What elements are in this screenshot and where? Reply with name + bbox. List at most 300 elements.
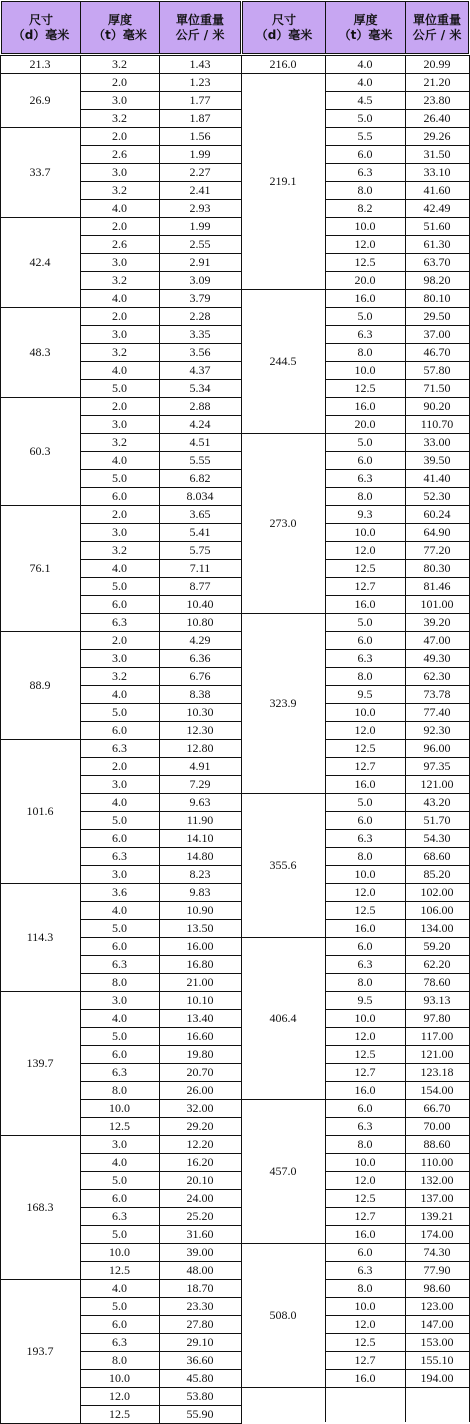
weight-cell: 5.41 [189, 524, 211, 539]
thickness-cell: 10.0 [354, 704, 376, 719]
thickness-cell: 12.0 [354, 1172, 376, 1187]
thickness-cell: 6.3 [357, 326, 373, 341]
weight-cell: 1.43 [189, 56, 211, 71]
thickness-cell: 6.0 [357, 1244, 373, 1259]
weight-cell: 8.034 [186, 488, 214, 503]
thickness-cell: 20.0 [354, 416, 376, 431]
thickness-cell: 12.0 [354, 1028, 376, 1043]
thickness-cell: 8.0 [357, 182, 373, 197]
thickness-cell: 5.0 [112, 1298, 127, 1313]
thickness-cell: 12.0 [354, 542, 376, 557]
thickness-cell: 2.0 [112, 218, 127, 233]
weight-cell: 137.00 [420, 1190, 454, 1205]
thickness-cell: 3.0 [112, 92, 127, 107]
weight-cell: 20.10 [186, 1172, 214, 1187]
thickness-cell: 5.0 [112, 578, 127, 593]
weight-cell: 97.35 [423, 758, 451, 773]
size-cell: 355.6 [269, 857, 297, 872]
thickness-cell: 12.7 [354, 1064, 376, 1079]
thickness-cell: 16.0 [354, 920, 376, 935]
weight-cell: 7.11 [189, 560, 211, 575]
thickness-cell: 8.0 [357, 848, 373, 863]
header-size-title: 尺寸 [28, 12, 53, 27]
thickness-cell: 8.0 [112, 1352, 127, 1367]
thickness-cell: 16.0 [354, 398, 376, 413]
thickness-cell: 4.0 [112, 1154, 127, 1169]
thickness-cell: 6.3 [112, 848, 127, 863]
thickness-cell: 5.0 [112, 704, 127, 719]
thickness-cell: 16.0 [354, 1370, 376, 1385]
header-thickness-unit: （t）毫米 [93, 27, 147, 42]
weight-cell: 59.20 [423, 938, 451, 953]
thickness-cell: 5.0 [112, 920, 127, 935]
weight-cell: 68.60 [423, 848, 451, 863]
weight-cell: 97.80 [423, 1010, 451, 1025]
thickness-cell: 6.0 [357, 632, 373, 647]
weight-cell: 4.37 [189, 362, 211, 377]
thickness-cell: 2.6 [112, 146, 127, 161]
thickness-cell: 3.0 [112, 524, 127, 539]
thickness-cell: 12.0 [354, 1316, 376, 1331]
header-size-unit: （d）毫米 [12, 27, 70, 42]
thickness-cell: 10.0 [354, 362, 376, 377]
weight-cell: 26.00 [186, 1082, 214, 1097]
thickness-cell: 5.0 [112, 380, 127, 395]
thickness-cell: 8.0 [112, 974, 127, 989]
weight-cell: 39.20 [423, 614, 451, 629]
weight-cell: 74.30 [423, 1244, 451, 1259]
weight-cell: 1.56 [189, 128, 211, 143]
weight-cell: 98.60 [423, 1280, 451, 1295]
thickness-cell: 3.2 [112, 344, 127, 359]
weight-cell: 2.93 [189, 200, 211, 215]
thickness-cell: 12.5 [354, 1046, 376, 1061]
thickness-cell: 6.3 [112, 740, 127, 755]
thickness-cell: 4.0 [112, 452, 127, 467]
thickness-cell: 2.0 [112, 128, 127, 143]
size-cell: 101.6 [26, 803, 54, 818]
thickness-cell: 3.0 [112, 776, 127, 791]
thickness-cell: 6.0 [112, 830, 127, 845]
thickness-cell: 16.0 [354, 1082, 376, 1097]
thickness-cell: 6.0 [112, 1046, 127, 1061]
thickness-cell: 6.3 [357, 830, 373, 845]
thickness-cell: 3.0 [112, 650, 127, 665]
weight-cell: 117.00 [420, 1028, 454, 1043]
weight-cell: 174.00 [420, 1226, 454, 1241]
thickness-cell: 4.0 [112, 902, 127, 917]
thickness-cell: 4.0 [112, 200, 127, 215]
weight-cell: 12.80 [186, 740, 214, 755]
thickness-cell: 3.0 [112, 992, 127, 1007]
thickness-cell: 4.0 [357, 74, 373, 89]
weight-cell: 53.80 [186, 1388, 214, 1403]
weight-cell: 4.91 [189, 758, 211, 773]
weight-cell: 20.70 [186, 1064, 214, 1079]
weight-cell: 64.90 [423, 524, 451, 539]
weight-cell: 80.10 [423, 290, 451, 305]
weight-cell: 2.91 [189, 254, 211, 269]
size-cell: 219.1 [269, 173, 297, 188]
thickness-cell: 10.0 [354, 1298, 376, 1313]
weight-cell: 5.75 [189, 542, 211, 557]
weight-cell: 155.10 [420, 1352, 454, 1367]
thickness-cell: 10.0 [354, 524, 376, 539]
thickness-cell: 10.0 [109, 1370, 130, 1385]
weight-cell: 8.23 [189, 866, 211, 881]
weight-cell: 43.20 [423, 794, 451, 809]
size-cell: 323.9 [269, 695, 297, 710]
weight-cell: 102.00 [420, 884, 454, 899]
weight-cell: 41.40 [423, 470, 451, 485]
weight-cell: 1.99 [189, 218, 211, 233]
weight-cell: 23.80 [423, 92, 451, 107]
thickness-cell: 12.0 [354, 884, 376, 899]
thickness-cell: 6.3 [112, 1208, 127, 1223]
header-thickness-unit: （t）毫米 [338, 27, 393, 42]
size-cell: 60.3 [29, 443, 51, 458]
thickness-cell: 12.5 [354, 1334, 376, 1349]
thickness-cell: 5.0 [357, 614, 373, 629]
size-cell: 114.3 [26, 929, 54, 944]
thickness-cell: 9.5 [357, 992, 373, 1007]
weight-cell: 20.99 [423, 56, 451, 71]
thickness-cell: 16.0 [354, 776, 376, 791]
thickness-cell: 4.0 [112, 362, 127, 377]
thickness-cell: 9.5 [357, 686, 373, 701]
header-thickness-left [80, 1, 160, 54]
weight-cell: 101.00 [420, 596, 454, 611]
weight-cell: 6.82 [189, 470, 211, 485]
thickness-cell: 5.0 [112, 1226, 127, 1241]
size-cell: 76.1 [29, 560, 51, 575]
thickness-cell: 6.0 [112, 1316, 127, 1331]
thickness-cell: 5.5 [357, 128, 373, 143]
weight-cell: 139.21 [420, 1208, 454, 1223]
weight-cell: 123.00 [420, 1298, 454, 1313]
thickness-cell: 12.5 [354, 254, 376, 269]
weight-cell: 8.38 [189, 686, 211, 701]
weight-cell: 62.30 [423, 668, 451, 683]
thickness-cell: 3.2 [112, 434, 127, 449]
thickness-cell: 5.0 [112, 1172, 127, 1187]
thickness-cell: 5.0 [357, 434, 373, 449]
size-cell: 48.3 [29, 344, 51, 359]
column-divider [241, 55, 242, 1422]
thickness-cell: 3.0 [112, 326, 127, 341]
size-cell: 42.4 [29, 254, 51, 269]
weight-cell: 154.00 [420, 1082, 454, 1097]
thickness-cell: 6.3 [357, 470, 373, 485]
thickness-cell: 3.2 [112, 272, 127, 287]
weight-cell: 85.20 [423, 866, 451, 881]
thickness-cell: 10.0 [109, 1244, 130, 1259]
weight-cell: 12.30 [186, 722, 214, 737]
weight-cell: 93.13 [423, 992, 451, 1007]
weight-cell: 80.30 [423, 560, 451, 575]
weight-cell: 16.80 [186, 956, 214, 971]
weight-cell: 153.00 [420, 1334, 454, 1349]
thickness-cell: 6.0 [357, 812, 373, 827]
thickness-cell: 8.0 [357, 1280, 373, 1295]
thickness-cell: 3.0 [112, 254, 127, 269]
thickness-cell: 3.0 [112, 164, 127, 179]
header-thickness-right [325, 1, 406, 54]
weight-cell: 21.20 [423, 74, 451, 89]
weight-cell: 39.50 [423, 452, 451, 467]
thickness-cell: 12.5 [354, 1190, 376, 1205]
header-weight-unit: 公斤 / 米 [412, 27, 462, 42]
weight-cell: 32.00 [186, 1100, 214, 1115]
weight-cell: 194.00 [420, 1370, 454, 1385]
thickness-cell: 8.0 [357, 344, 373, 359]
thickness-cell: 4.0 [112, 1280, 127, 1295]
thickness-cell: 8.0 [112, 1082, 127, 1097]
weight-cell: 29.20 [186, 1118, 214, 1133]
weight-cell: 3.65 [189, 506, 211, 521]
thickness-cell: 6.0 [357, 938, 373, 953]
weight-cell: 51.70 [423, 812, 451, 827]
thickness-cell: 3.2 [112, 110, 127, 125]
weight-cell: 37.00 [423, 326, 451, 341]
thickness-cell: 8.0 [357, 1136, 373, 1151]
thickness-cell: 4.5 [357, 92, 373, 107]
weight-cell: 3.35 [189, 326, 211, 341]
thickness-cell: 6.3 [357, 1262, 373, 1277]
thickness-cell: 6.0 [112, 1190, 127, 1205]
weight-cell: 54.30 [423, 830, 451, 845]
thickness-cell: 6.3 [112, 1064, 127, 1079]
thickness-cell: 6.3 [112, 1334, 127, 1349]
size-cell: 33.7 [29, 164, 51, 179]
header-size-title: 尺寸 [271, 12, 296, 27]
weight-cell: 2.28 [189, 308, 211, 323]
weight-cell: 123.18 [420, 1064, 454, 1079]
weight-cell: 147.00 [420, 1316, 454, 1331]
weight-cell: 121.00 [420, 776, 454, 791]
weight-cell: 13.50 [186, 920, 214, 935]
thickness-cell: 8.0 [357, 974, 373, 989]
weight-cell: 16.60 [186, 1028, 214, 1043]
weight-cell: 16.00 [186, 938, 214, 953]
weight-cell: 10.80 [186, 614, 214, 629]
size-cell: 193.7 [26, 1343, 54, 1358]
weight-cell: 33.00 [423, 434, 451, 449]
thickness-cell: 2.0 [112, 758, 127, 773]
weight-cell: 110.00 [420, 1154, 454, 1169]
weight-cell: 57.80 [423, 362, 451, 377]
thickness-cell: 10.0 [354, 1154, 376, 1169]
thickness-cell: 9.3 [357, 506, 373, 521]
thickness-cell: 6.3 [357, 956, 373, 971]
weight-cell: 70.00 [423, 1118, 451, 1133]
thickness-cell: 16.0 [354, 596, 376, 611]
weight-cell: 2.55 [189, 236, 211, 251]
weight-cell: 14.10 [186, 830, 214, 845]
thickness-cell: 10.0 [109, 1100, 130, 1115]
weight-cell: 21.00 [186, 974, 214, 989]
thickness-cell: 6.3 [357, 1118, 373, 1133]
header-size-unit: （d）毫米 [255, 27, 313, 42]
size-cell: 216.0 [269, 56, 297, 71]
weight-cell: 18.70 [186, 1280, 214, 1295]
weight-cell: 10.40 [186, 596, 214, 611]
header-weight-unit: 公斤 / 米 [175, 27, 225, 42]
thickness-cell: 2.0 [112, 398, 127, 413]
weight-cell: 47.00 [423, 632, 451, 647]
weight-cell: 29.50 [423, 308, 451, 323]
weight-cell: 9.63 [189, 794, 211, 809]
weight-cell: 90.20 [423, 398, 451, 413]
thickness-cell: 3.0 [112, 866, 127, 881]
thickness-cell: 5.0 [357, 308, 373, 323]
thickness-cell: 12.7 [354, 1352, 376, 1367]
header-thickness-title: 厚度 [107, 12, 132, 27]
thickness-cell: 6.3 [112, 956, 127, 971]
weight-cell: 10.30 [186, 704, 214, 719]
weight-cell: 2.88 [189, 398, 211, 413]
weight-cell: 4.24 [189, 416, 211, 431]
thickness-cell: 4.0 [112, 560, 127, 575]
weight-cell: 29.10 [186, 1334, 214, 1349]
thickness-cell: 12.5 [109, 1406, 130, 1421]
weight-cell: 26.40 [423, 110, 451, 125]
thickness-cell: 3.6 [112, 884, 127, 899]
weight-cell: 6.36 [189, 650, 211, 665]
thickness-cell: 12.5 [354, 560, 376, 575]
thickness-cell: 8.2 [357, 200, 373, 215]
thickness-cell: 6.0 [357, 452, 373, 467]
weight-cell: 98.20 [423, 272, 451, 287]
weight-cell: 5.55 [189, 452, 211, 467]
weight-cell: 3.79 [189, 290, 211, 305]
weight-cell: 25.20 [186, 1208, 214, 1223]
column-divider [405, 55, 406, 1422]
size-cell: 457.0 [269, 1163, 297, 1178]
thickness-cell: 3.2 [112, 56, 127, 71]
thickness-cell: 6.0 [112, 596, 127, 611]
size-cell: 139.7 [26, 1055, 54, 1070]
thickness-cell: 4.0 [112, 794, 127, 809]
thickness-cell: 6.0 [112, 722, 127, 737]
weight-cell: 42.49 [423, 200, 451, 215]
weight-cell: 24.00 [186, 1190, 214, 1205]
weight-cell: 12.20 [186, 1136, 214, 1151]
weight-cell: 27.80 [186, 1316, 214, 1331]
thickness-cell: 12.0 [109, 1388, 130, 1403]
weight-cell: 48.00 [186, 1262, 214, 1277]
weight-cell: 78.60 [423, 974, 451, 989]
weight-cell: 5.34 [189, 380, 211, 395]
thickness-cell: 5.0 [357, 794, 373, 809]
row-divider [241, 1387, 470, 1388]
weight-cell: 134.00 [420, 920, 454, 935]
thickness-cell: 2.0 [112, 506, 127, 521]
thickness-cell: 16.0 [354, 290, 376, 305]
size-cell: 244.5 [269, 353, 297, 368]
thickness-cell: 3.0 [112, 416, 127, 431]
size-cell: 168.3 [26, 1199, 54, 1214]
weight-cell: 66.70 [423, 1100, 451, 1115]
weight-cell: 51.60 [423, 218, 451, 233]
header-weight-title: 單位重量 [175, 12, 224, 27]
thickness-cell: 12.7 [354, 758, 376, 773]
thickness-cell: 12.5 [109, 1118, 130, 1133]
thickness-cell: 12.7 [354, 1208, 376, 1223]
thickness-cell: 5.0 [112, 470, 127, 485]
thickness-cell: 2.6 [112, 236, 127, 251]
weight-cell: 71.50 [423, 380, 451, 395]
weight-cell: 13.40 [186, 1010, 214, 1025]
weight-cell: 19.80 [186, 1046, 214, 1061]
weight-cell: 77.20 [423, 542, 451, 557]
weight-cell: 41.60 [423, 182, 451, 197]
weight-cell: 39.00 [186, 1244, 214, 1259]
weight-cell: 61.30 [423, 236, 451, 251]
thickness-cell: 12.5 [354, 380, 376, 395]
weight-cell: 2.41 [189, 182, 211, 197]
thickness-cell: 4.0 [112, 290, 127, 305]
thickness-cell: 6.0 [112, 488, 127, 503]
thickness-cell: 6.3 [357, 164, 373, 179]
thickness-cell: 12.0 [354, 236, 376, 251]
weight-cell: 45.80 [186, 1370, 214, 1385]
thickness-cell: 6.0 [357, 1100, 373, 1115]
weight-cell: 1.99 [189, 146, 211, 161]
column-divider [0, 55, 1, 1424]
thickness-cell: 3.0 [112, 1136, 127, 1151]
size-cell: 406.4 [269, 1010, 297, 1025]
weight-cell: 11.90 [186, 812, 214, 827]
weight-cell: 63.70 [423, 254, 451, 269]
thickness-cell: 20.0 [354, 272, 376, 287]
weight-cell: 29.26 [423, 128, 451, 143]
thickness-cell: 2.0 [112, 632, 127, 647]
thickness-cell: 6.3 [112, 614, 127, 629]
column-divider [325, 55, 326, 1422]
header-size-right [242, 1, 326, 54]
weight-cell: 9.83 [189, 884, 211, 899]
thickness-cell: 4.0 [357, 56, 373, 71]
weight-cell: 92.30 [423, 722, 451, 737]
weight-cell: 106.00 [420, 902, 454, 917]
weight-cell: 1.23 [189, 74, 211, 89]
size-cell: 21.3 [29, 56, 51, 71]
weight-cell: 4.29 [189, 632, 211, 647]
thickness-cell: 5.0 [112, 1028, 127, 1043]
weight-cell: 55.90 [186, 1406, 214, 1421]
size-cell: 88.9 [29, 677, 51, 692]
header-weight-right [405, 1, 469, 54]
thickness-cell: 4.0 [112, 686, 127, 701]
weight-cell: 60.24 [423, 506, 451, 521]
weight-cell: 1.77 [189, 92, 211, 107]
weight-cell: 96.00 [423, 740, 451, 755]
weight-cell: 62.20 [423, 956, 451, 971]
header-size-left [1, 1, 81, 54]
thickness-cell: 8.0 [357, 668, 373, 683]
weight-cell: 73.78 [423, 686, 451, 701]
header-thickness-title: 厚度 [353, 12, 378, 27]
thickness-cell: 12.5 [354, 902, 376, 917]
weight-cell: 10.90 [186, 902, 214, 917]
thickness-cell: 6.0 [112, 938, 127, 953]
weight-cell: 49.30 [423, 650, 451, 665]
weight-cell: 16.20 [186, 1154, 214, 1169]
weight-cell: 3.56 [189, 344, 211, 359]
thickness-cell: 12.5 [109, 1262, 130, 1277]
thickness-cell: 3.2 [112, 668, 127, 683]
